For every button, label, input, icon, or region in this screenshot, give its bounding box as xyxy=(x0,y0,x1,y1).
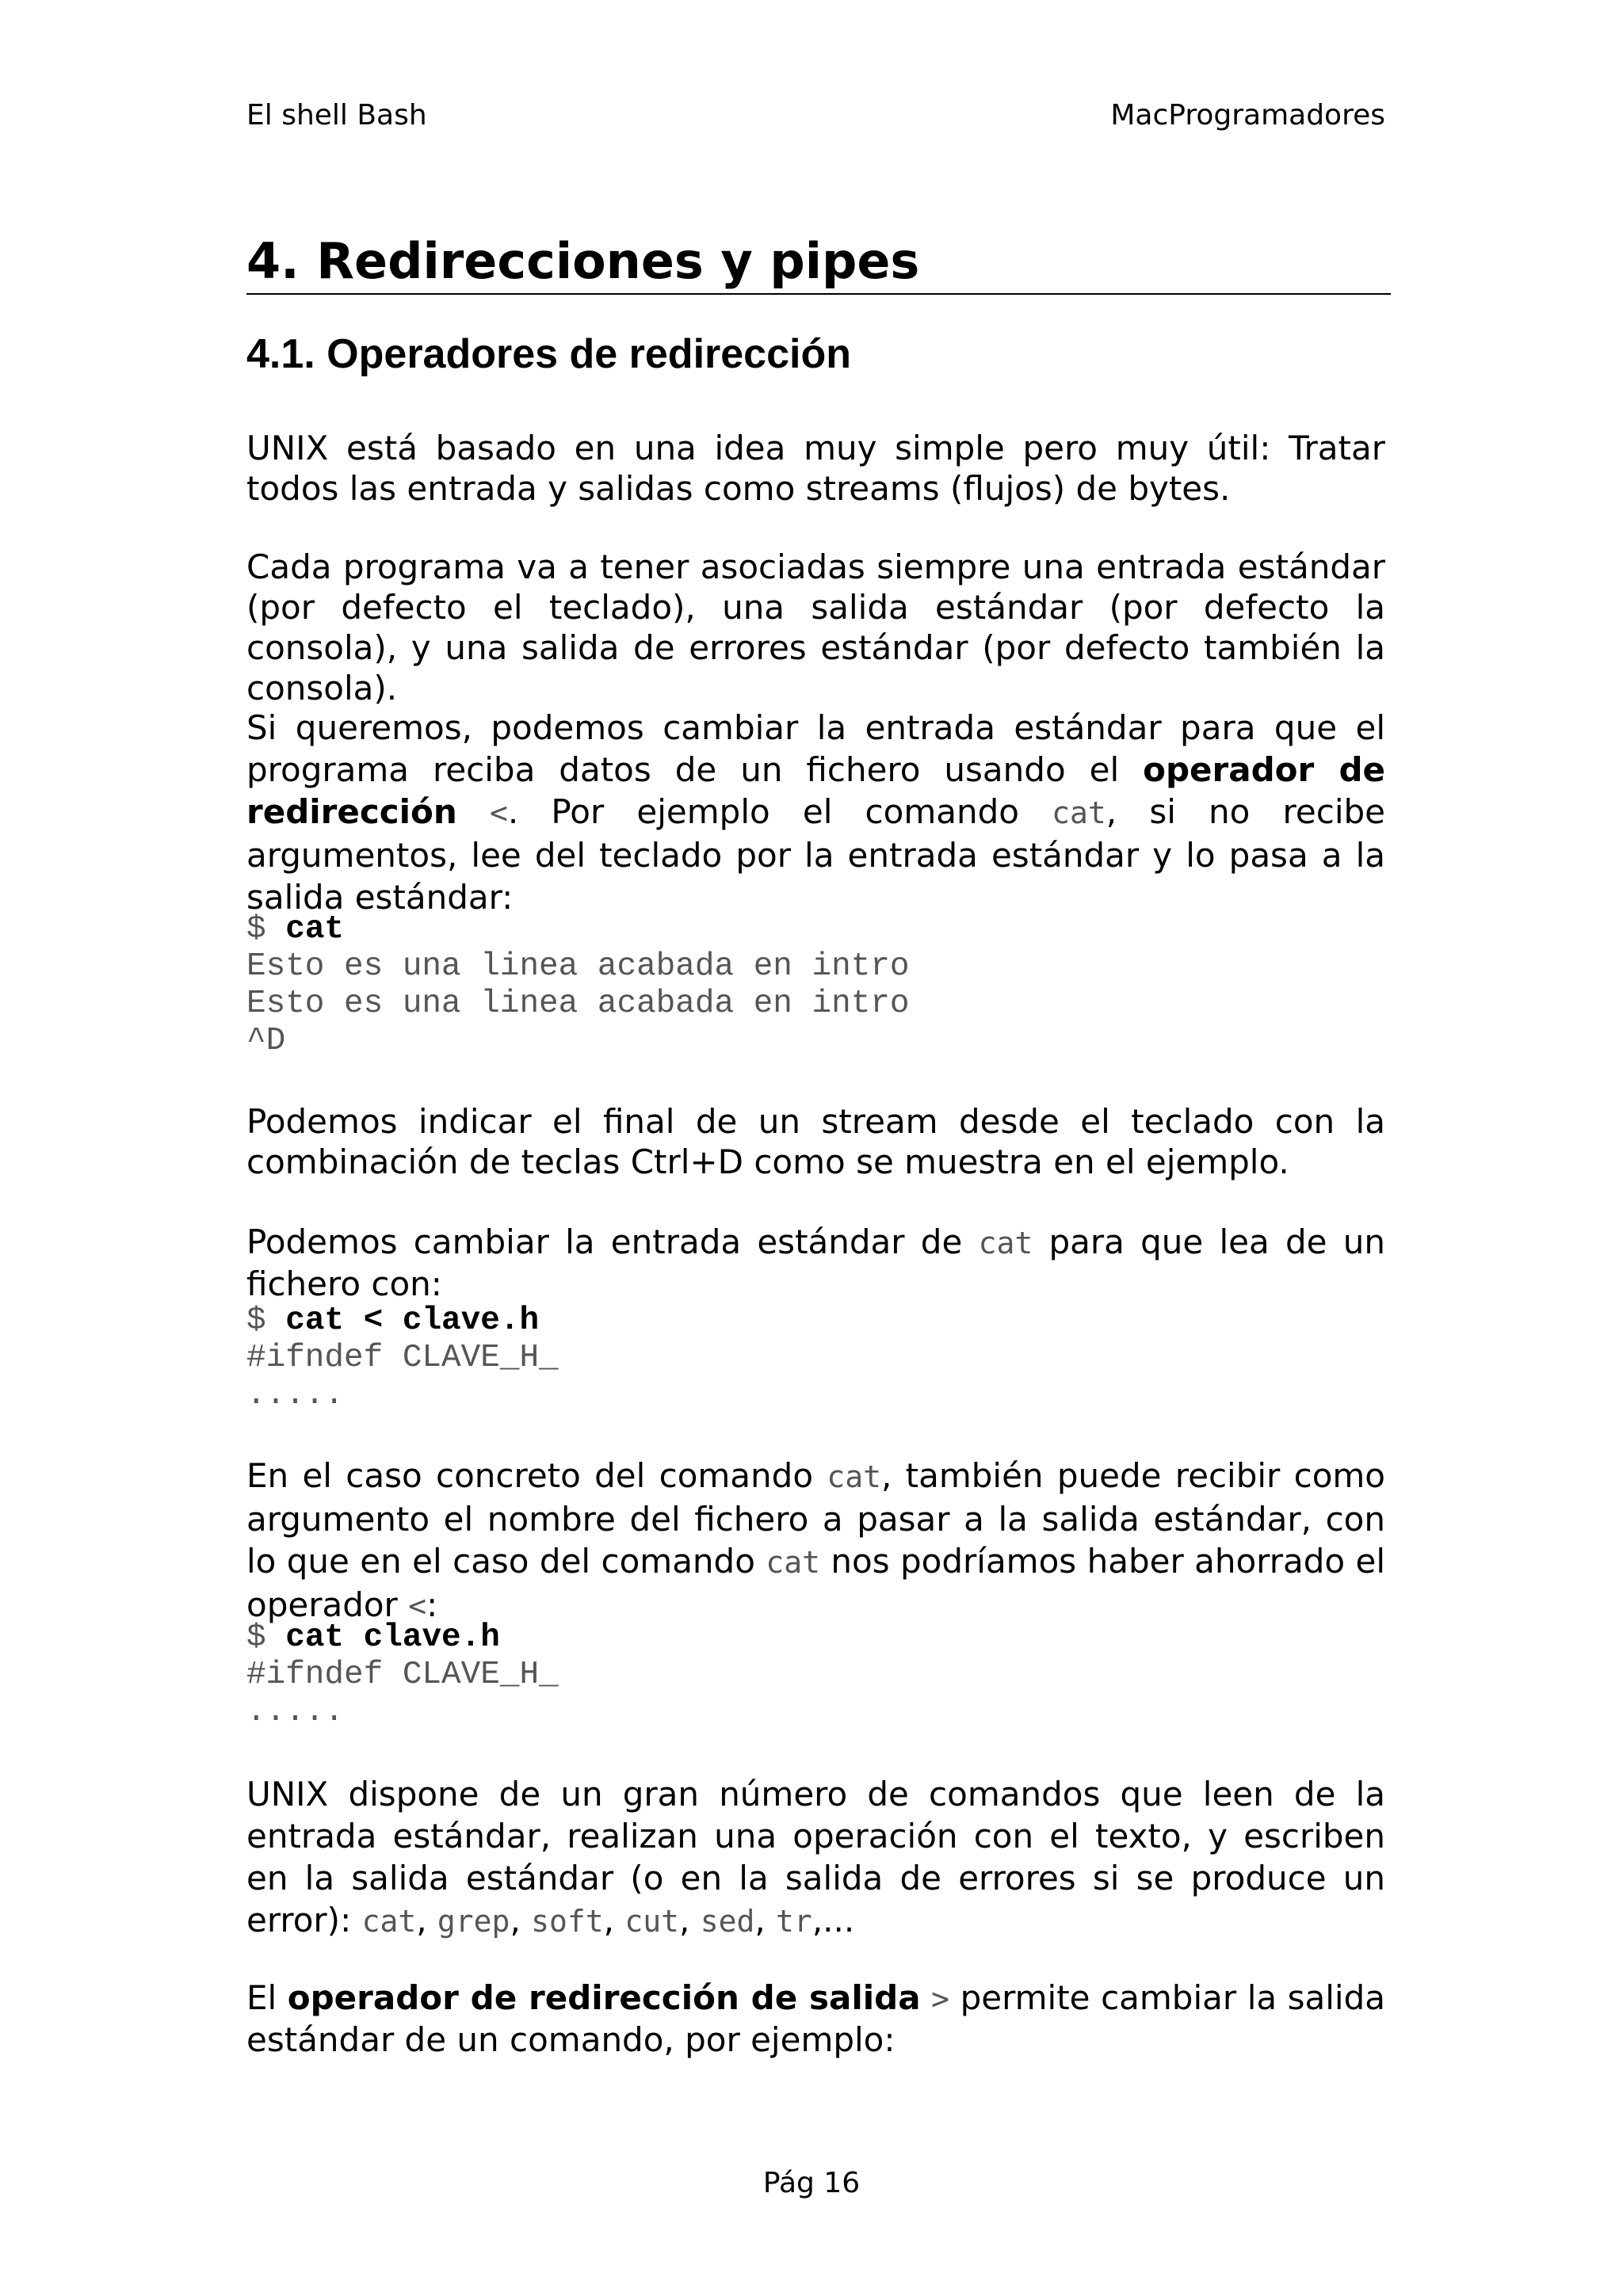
code-block-cat-file: $ cat clave.h #ifndef CLAVE_H_ ..... xyxy=(246,1619,559,1730)
paragraph-cat-argument: En el caso concreto del comando cat, también puede recibir como argumento el nombre del fichero a pasar a la salida estándar, con lo que en el caso del comando cat nos podríamos haber ahorrado el operador <: xyxy=(246,1456,1385,1624)
code-block-cat-redirect: $ cat < clave.h #ifndef CLAVE_H_ ..... xyxy=(246,1302,559,1413)
code-block-cat: $ cat Esto es una linea acabada en intro Esto es una linea acabada en intro ^D xyxy=(246,911,910,1059)
paragraph-input-redirection: Si queremos, podemos cambiar la entrada estándar para que el programa reciba datos de un fichero usando el operador de redirección <. Por ejemplo el comando cat, si no recibe argumentos, lee del teclado por la entrada estándar y lo pasa a la salida estándar: xyxy=(246,708,1386,917)
header-left-title: El shell Bash xyxy=(246,99,427,132)
bold-term: operador de redirección de salida xyxy=(287,1978,921,2017)
header-right-title: MacProgramadores xyxy=(1110,99,1385,132)
paragraph-change-input: Podemos cambiar la entrada estándar de cat para que lea de un fichero con: xyxy=(246,1222,1385,1303)
paragraph-standard-streams: Cada programa va a tener asociadas siempre una entrada estándar (por defecto el teclado), una salida estándar (por defecto la consola), y una salida de errores estándar (por defecto también la consola). xyxy=(246,547,1385,707)
paragraph-unix-commands: UNIX dispone de un gran número de comandos que leen de la entrada estándar, realizan una operación con el texto, y escriben en la salida estándar (o en la salida de errores si se produce un error): cat, grep, soft, cut, sed, tr,... xyxy=(246,1775,1385,1939)
section-title: 4.1. Operadores de redirección xyxy=(246,331,851,377)
inline-code: cat xyxy=(1052,795,1106,830)
bold-term: operador de redirección xyxy=(246,750,1385,831)
inline-code: cat xyxy=(978,1226,1033,1261)
paragraph-ctrl-d: Podemos indicar el final de un stream desde el teclado con la combinación de teclas Ctrl+D como se muestra en el ejemplo. xyxy=(246,1102,1385,1181)
paragraph-output-redirection: El operador de redirección de salida > permite cambiar la salida estándar de un comando, por ejemplo: xyxy=(246,1978,1385,2059)
page-header xyxy=(246,100,1385,132)
paragraph-unix-streams: UNIX está basado en una idea muy simple pero muy útil: Tratar todos las entrada y salidas como streams (flujos) de bytes. xyxy=(246,429,1385,508)
page-number: Pág 16 xyxy=(762,2167,861,2199)
chapter-title: 4. Redirecciones y pipes xyxy=(246,231,1391,295)
